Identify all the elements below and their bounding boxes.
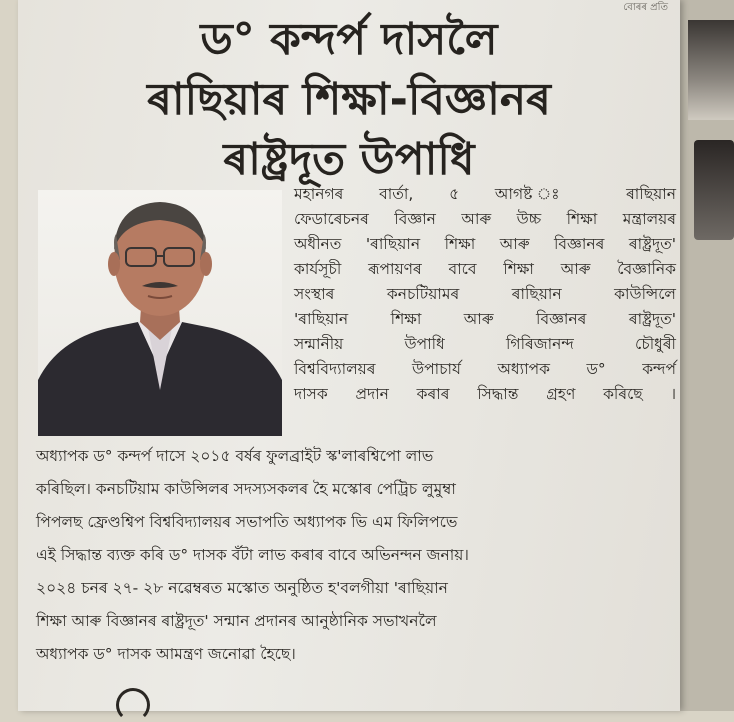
article-line: অধ্যাপক ড° কন্দৰ্প দাসে ২০১৫ বৰ্ষৰ ফুলব্ৰাইট স্ক'লাৰশ্বিপো লাভ — [36, 447, 434, 465]
article-line: ফেডাৰেচনৰ বিজ্ঞান আৰু উচ্চ শিক্ষা মন্ত্ৰালয়ৰ — [294, 210, 676, 228]
article-line: কাৰ্যসূচী ৰূপায়ণৰ বাবে শিক্ষা আৰু বৈজ্ঞানিক — [294, 260, 676, 278]
headline-line: ড° কন্দৰ্প দাসলৈ — [200, 14, 498, 65]
article-line: শিক্ষা আৰু বিজ্ঞানৰ ৰাষ্ট্ৰদূত' সন্মান প্ৰদানৰ আনুষ্ঠানিক সভাখনলৈ — [36, 612, 437, 630]
newspaper-clipping — [18, 0, 680, 711]
article-column — [294, 182, 676, 407]
portrait-photo — [38, 190, 282, 436]
adjacent-photo — [694, 140, 734, 240]
article-body — [36, 440, 680, 671]
article-line: সংস্থাৰ কনচটিয়ামৰ ৰাছিয়ান কাউন্সিলে — [294, 285, 676, 303]
article-line: দাসক প্ৰদান কৰাৰ সিদ্ধান্ত গ্ৰহণ কৰিছে । — [294, 385, 676, 403]
partial-glyph — [116, 688, 150, 722]
article-line: কৰিছিল। কনচটিয়াম কাউন্সিলৰ সদস্যসকলৰ হৈ মস্কোৰ পেট্ৰিচ লুমুম্বা — [36, 480, 456, 498]
article-line: পিপলছ ফ্ৰেণ্ডশ্বিপ বিশ্ববিদ্যালয়ৰ সভাপতি অধ্যাপক ভি এম ফিলিপভে — [36, 513, 458, 531]
article-line: মহানগৰ বাৰ্তা, ৫ আগষ্ট ঃ ৰাছিয়ান — [294, 185, 676, 203]
article-line: সন্মানীয় উপাধি গিৰিজানন্দ চৌধুৰী — [294, 335, 676, 353]
top-strip-text: বোৰৰ প্ৰতি — [623, 2, 668, 10]
article-line: এই সিদ্ধান্ত ব্যক্ত কৰি ড° দাসক বঁটা লাভ কৰাৰ বাবে অভিনন্দন জনায়। — [36, 546, 469, 564]
article-line: অধীনত 'ৰাছিয়ান শিক্ষা আৰু বিজ্ঞানৰ ৰাষ্ট্ৰদূত' — [294, 235, 676, 253]
portrait-illustration — [38, 190, 282, 436]
headline-line: ৰাষ্ট্ৰদূত উপাধি — [223, 134, 475, 185]
adjacent-page — [680, 0, 734, 711]
headline-line: ৰাছিয়াৰ শিক্ষা-বিজ্ঞানৰ — [147, 74, 551, 125]
headline — [18, 10, 680, 190]
article-line: ২০২৪ চনৰ ২৭- ২৮ নৱেম্বৰত মস্কোত অনুষ্ঠিত হ'বলগীয়া 'ৰাছিয়ান — [36, 579, 448, 597]
article-line: বিশ্ববিদ্যালয়ৰ উপাচাৰ্য অধ্যাপক ড° কন্দৰ্প — [294, 360, 676, 378]
article-line: 'ৰাছিয়ান শিক্ষা আৰু বিজ্ঞানৰ ৰাষ্ট্ৰদূত' — [294, 310, 676, 328]
adjacent-photo — [688, 20, 734, 120]
article-line: অধ্যাপক ড° দাসক আমন্ত্ৰণ জনোৱা হৈছে। — [36, 645, 296, 663]
